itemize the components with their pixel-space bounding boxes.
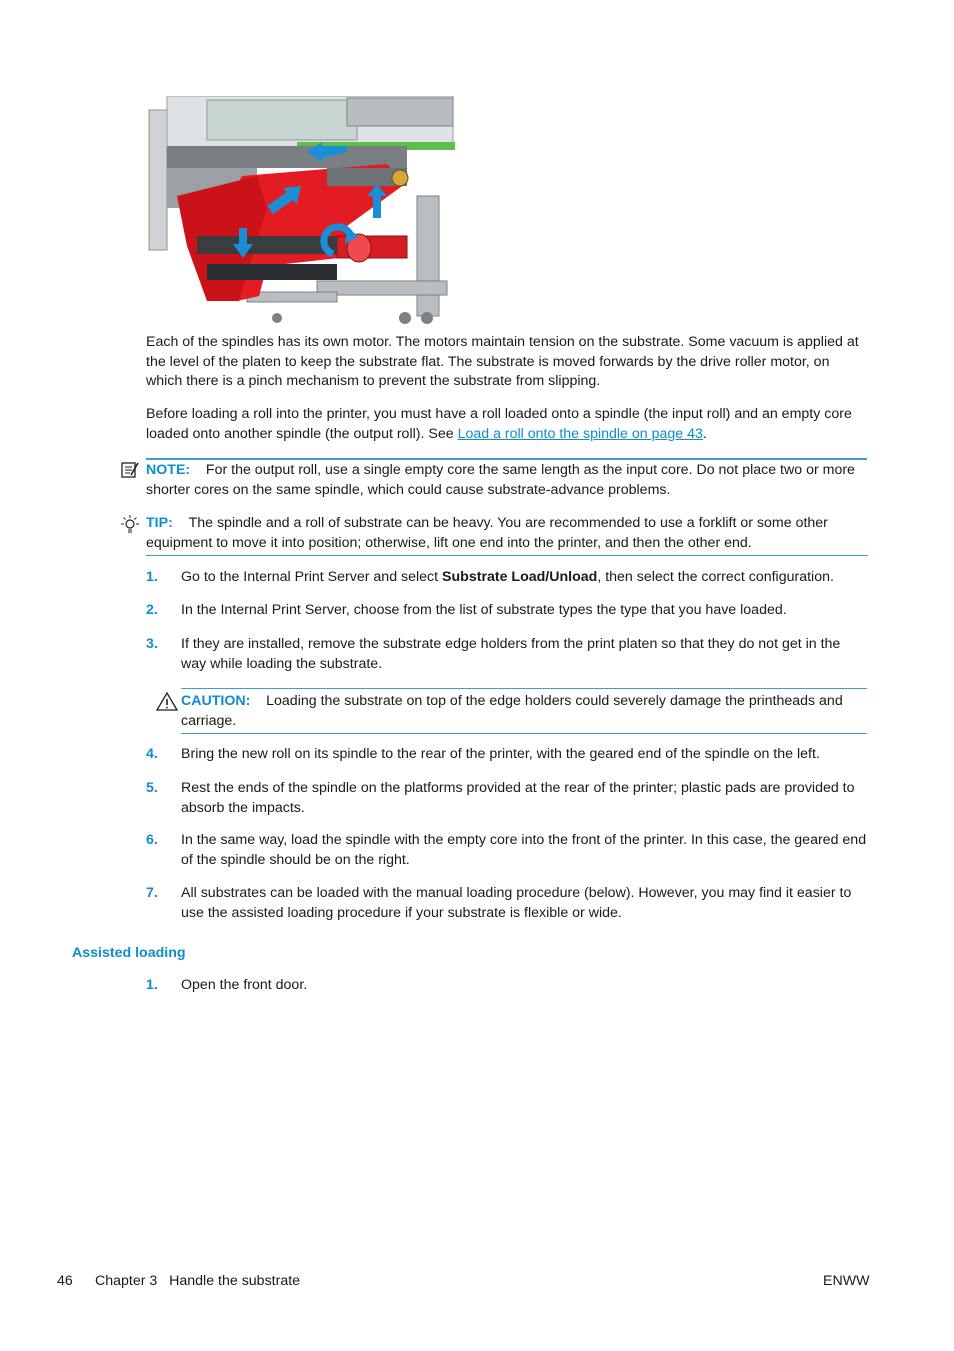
caution-text: Loading the substrate on top of the edge holders could severely damage the printheads and carriage.: [181, 693, 843, 729]
step-1-text: [181, 568, 869, 588]
tip-block: [146, 514, 868, 556]
note-text: For the output roll, use a single empty core the same length as the input core. Do not place two or more shorter cores on the same spindle, which could cause substrate-advance problems.: [146, 462, 855, 498]
footer-right: ENWW: [823, 1273, 870, 1289]
step-number: 5.: [146, 780, 158, 796]
step-1-bold: Substrate Load/Unload: [442, 569, 598, 585]
assisted-step-1-text: Open the front door.: [181, 977, 308, 993]
printer-illustration: [147, 96, 455, 328]
step-4-text: Bring the new roll on its spindle to the rear of the printer, with the geared end of the spindle on the left.: [181, 746, 820, 762]
section-heading: Assisted loading: [72, 945, 186, 961]
step-6-text: In the same way, load the spindle with the empty core into the front of the printer. In this case, the geared end of the spindle should be on the right.: [181, 832, 867, 868]
step-number: 4.: [146, 746, 158, 762]
load-roll-link[interactable]: Load a roll onto the spindle on page 43: [457, 425, 703, 442]
step-2-text: In the Internal Print Server, choose from the list of substrate types the type that you have loaded.: [181, 602, 787, 618]
note-label: NOTE:: [146, 462, 191, 478]
step-number: 1.: [146, 569, 158, 585]
note-icon: [120, 460, 140, 487]
tip-label: TIP:: [146, 515, 173, 531]
tip-text: The spindle and a roll of substrate can be heavy. You are recommended to use a forklift or some other equipment to move it into position; otherwise, lift one end into the printer, and then the other end.: [146, 515, 828, 551]
note-block: [146, 461, 868, 500]
step-number: 7.: [146, 885, 158, 901]
step-number: 3.: [146, 636, 158, 652]
caution-block: [181, 692, 867, 734]
caution-label: CAUTION:: [181, 693, 251, 709]
lightbulb-icon: [120, 514, 140, 543]
warning-icon: [156, 691, 178, 718]
step-number: 2.: [146, 602, 158, 618]
step-1-before: Go to the Internal Print Server and select: [181, 569, 443, 585]
page-number: 46: [57, 1273, 73, 1289]
printer-spindle-figure: [147, 96, 455, 328]
intro-paragraph-2-text: Before loading a roll into the printer, you must have a roll loaded onto a spindle (the input roll) and an empty core loaded onto another spindle (the output roll). See: [146, 406, 852, 442]
step-1-after: , then select the correct configuration.: [597, 569, 834, 585]
step-number: 1.: [146, 977, 158, 993]
intro-paragraph-1: Each of the spindles has its own motor. The motors maintain tension on the substrate. Some vacuum is applied at the level of the platen to keep the substrate flat. The substrate is moved forwards by the drive roller motor, on which there is a pinch mechanism to prevent the substrate from slipping.: [146, 334, 859, 389]
step-5-text: Rest the ends of the spindle on the platforms provided at the rear of the printer; plastic pads are provided to absorb the impacts.: [181, 780, 855, 816]
step-7-text: All substrates can be loaded with the manual loading procedure (below). However, you may find it easier to use the assisted loading procedure if your substrate is flexible or wide.: [181, 885, 852, 921]
note-top-rule: [146, 458, 867, 460]
caution-top-rule: [181, 688, 867, 689]
intro-paragraph-2: [146, 405, 868, 444]
intro-paragraph-2-end: .: [702, 425, 707, 442]
chapter-title: Chapter 3 Handle the substrate: [95, 1273, 301, 1289]
step-number: 6.: [146, 832, 158, 848]
step-3-text: If they are installed, remove the substrate edge holders from the print platen so that they do not get in the way while loading the substrate.: [181, 636, 841, 672]
